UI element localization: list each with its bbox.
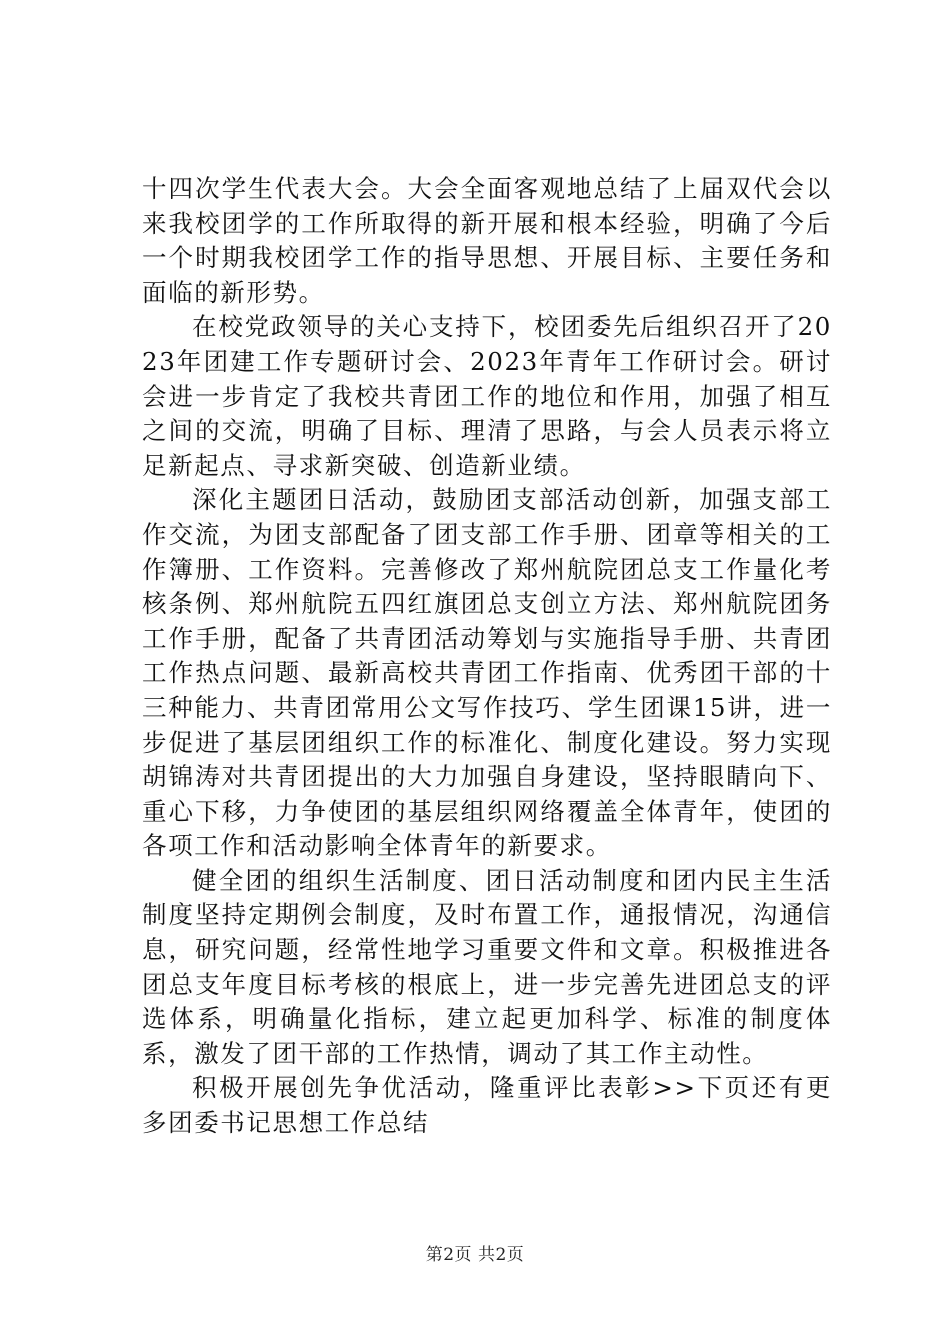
paragraph-organization-system: 健全团的组织生活制度、团日活动制度和团内民主生活制度坚持定期例会制度，及时布置工作，通报情况，沟通信息，研究问题，经常性地学习重要文件和文章。积极推进各团总支年度目标考核的根底上，进一步完善先进团总支的评选体系，明确量化指标，建立起更加科学、标准的制度体系，激发了团干部的工作热情，调动了其工作主动性。 bbox=[142, 865, 832, 1068]
paragraph-excellence-campaign: 积极开展创先争优活动，隆重评比表彰>>下页还有更多团委书记思想工作总结 bbox=[142, 1073, 832, 1138]
paragraph-league-day-activities: 深化主题团日活动，鼓励团支部活动创新，加强支部工作交流，为团支部配备了团支部工作手册、团章等相关的工作簿册、工作资料。完善修改了郑州航院团总支工作量化考核条例、郑州航院五四红旗团总支创立方法、郑州航院团务工作手册，配备了共青团活动筹划与实施指导手册、共青团工作热点问题、最新高校共青团工作指南、优秀团干部的十三种能力、共青团常用公文写作技巧、学生团课15讲，进一步促进了基层团组织工作的标准化、制度化建设。努力实现胡锦涛对共青团提出的大力加强自身建设，坚持眼睛向下、重心下移，力争使团的基层组织网络覆盖全体青年，使团的各项工作和活动影响全体青年的新要求。 bbox=[142, 485, 832, 861]
page-number-footer: 第2页 共2页 bbox=[425, 1245, 525, 1265]
paragraph-continuation: 十四次学生代表大会。大会全面客观地总结了上届双代会以来我校团学的工作所取得的新开展和根本经验，明确了今后一个时期我校团学工作的指导思想、开展目标、主要任务和面临的新形势。 bbox=[142, 174, 832, 307]
document-body bbox=[142, 172, 832, 1141]
paragraph-symposium: 在校党政领导的关心支持下，校团委先后组织召开了2023年团建工作专题研讨会、2023年青年工作研讨会。研讨会进一步肯定了我校共青团工作的地位和作用，加强了相互之间的交流，明确了目标、理清了思路，与会人员表示将立足新起点、寻求新突破、创造新业绩。 bbox=[142, 312, 832, 480]
